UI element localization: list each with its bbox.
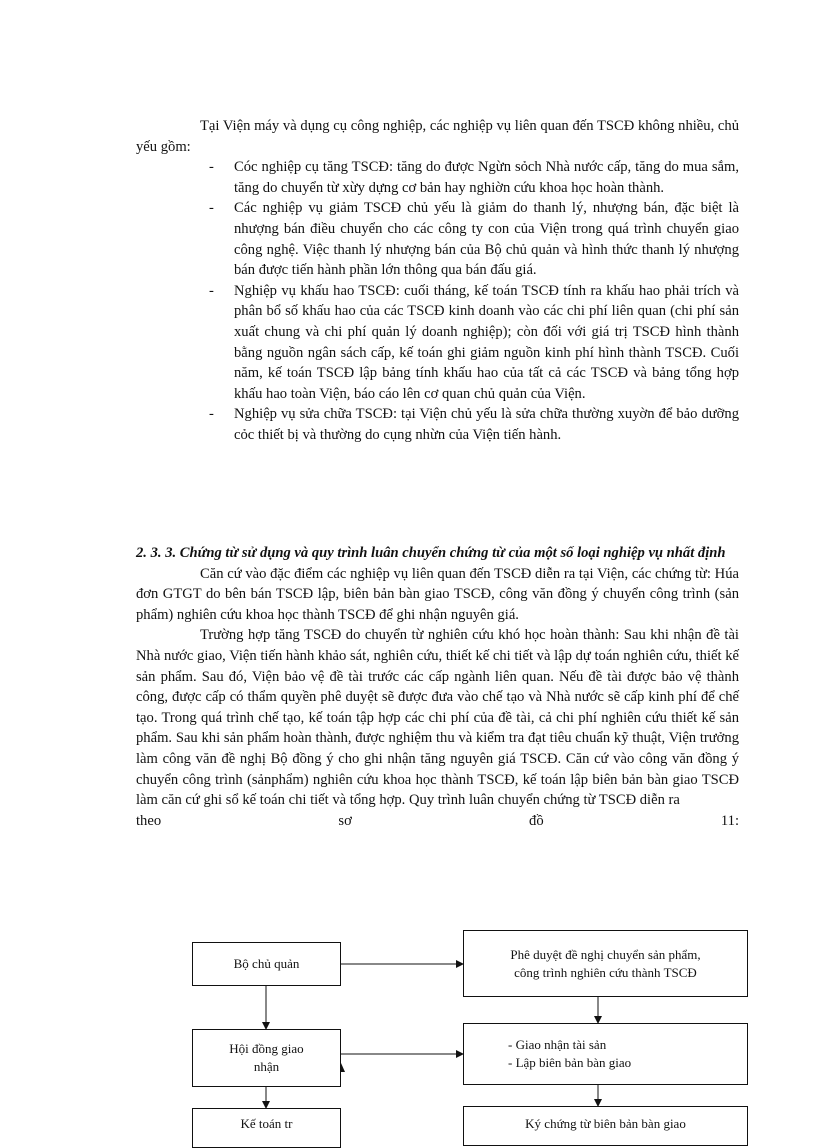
list-item: - Các nghiệp vụ giảm TSCĐ chủ yếu là giảm do thanh lý, nhượng bán, đặc biệt là nhượng bán điều chuyển cho các công ty con của Viện trong quá trình chuyển giao công nghệ. Việc thanh lý nhượng bán của Bộ chủ quản và hình thức thanh lý nhượng bán được tiến hành phần lớn thông qua bán đấu giá.	[209, 200, 739, 279]
section-last-line: theo sơ đồ 11:	[136, 812, 739, 829]
intro-paragraph: Tại Viện máy và dụng cụ công nghiệp, các nghiệp vụ liên quan đến TSCĐ không nhiều, chủ yếu gồm:	[136, 118, 739, 155]
box-giao-nhan: - Giao nhận tài sản - Lập biên bản bàn giao	[463, 1023, 748, 1085]
box-phe-duyet: Phê duyệt đề nghị chuyển sản phẩm, công trình nghiên cứu thành TSCĐ	[463, 930, 748, 997]
box-right-bottom-partial: Ký chứng từ biên bản bàn giao	[463, 1106, 748, 1146]
box-ke-toan-partial: Kế toán tr	[192, 1108, 341, 1148]
section-paragraph-2: Trường hợp tăng TSCĐ do chuyển từ nghiên cứu khó học hoàn thành: Sau khi nhận đề tài Nhà nước giao, Viện tiến hành khảo sát, nghiên cứu, thiết kế chi tiết và lập dự toán nghiên cứu, thiết kế sản phẩm. Sau đó, Viện bảo vệ đề tài trước các cấp ngành liên quan. Nếu đề tài được bảo vệ thành công, được cấp có thẩm quyền phê duyệt sẽ được đưa vào chế tạo và Nhà nước sẽ cấp kinh phí để chế tạo. Trong quá trình chế tạo, kế toán tập hợp các chi phí của đề tài, cả chi phí nghiên cứu thiết kế sản phẩm. Sau khi sản phẩm hoàn thành, được nghiệm thu và kiểm tra đạt tiêu chuẩn kỹ thuật, Viện trưởng làm công văn đề nghị Bộ đồng ý cho ghi nhận tăng nguyên giá TSCĐ. Căn cứ vào công văn đồng ý chuyển công trình (sảnphẩm) nghiên cứu khoa học thành TSCĐ, kế toán lập biên bản bàn giao TSCĐ làm căn cứ ghi sổ kế toán chi tiết và tổng hợp. Quy trình luân chuyển chứng từ TSCĐ diễn ra	[136, 627, 739, 809]
box-bo-chu-quan: Bộ chủ quản	[192, 942, 341, 986]
list-item: - Nghiệp vụ sửa chữa TSCĐ: tại Viện chủ yếu là sửa chữa thường xuyờn để bảo dưỡng cỏc thiết bị và thường do cụng nhừn của Viện tiến hành.	[209, 406, 739, 443]
section-paragraph-1: Căn cứ vào đặc điểm các nghiệp vụ liên quan đến TSCĐ diễn ra tại Viện, các chứng từ: Húa đơn GTGT do bên bán TSCĐ lập, biên bản bàn giao TSCĐ, công văn đồng ý chuyển công trình (sản phẩm) nghiên cứu khoa học thành TSCĐ để ghi nhận nguyên giá.	[136, 565, 739, 623]
box-hoi-dong-giao-nhan: Hội đồng giao nhận	[192, 1029, 341, 1087]
list-item: - Cóc nghiệp cụ tăng TSCĐ: tăng do được Ngừn sỏch Nhà nước cấp, tăng do mua sắm, tăng do chuyển từ xừy dựng cơ bản hay nghiờn cứu khoa học hoàn thành.	[209, 159, 739, 196]
section-heading: 2. 3. 3. Chứng từ sử dụng và quy trình luân chuyển chứng từ của một số loại nghiệp vụ nhất định	[136, 545, 726, 561]
list-item: - Nghiệp vụ khấu hao TSCĐ: cuối tháng, kế toán TSCĐ tính ra khấu hao phải trích và phân bổ số khấu hao của các TSCĐ kinh doanh vào các chi phí liên quan (chi phí sản xuất chung và chi phí quản lý doanh nghiệp); còn đối với giá trị TSCĐ hình thành bằng nguồn ngân sách cấp, kế toán ghi giảm nguồn kinh phí hình thành TSCĐ. Cuối năm, kế toán TSCĐ lập bảng tính khấu hao của tất cả các TSCĐ và bảng tổng hợp khấu hao toàn Viện, báo cáo lên cơ quan chủ quản của Viện.	[209, 282, 739, 402]
